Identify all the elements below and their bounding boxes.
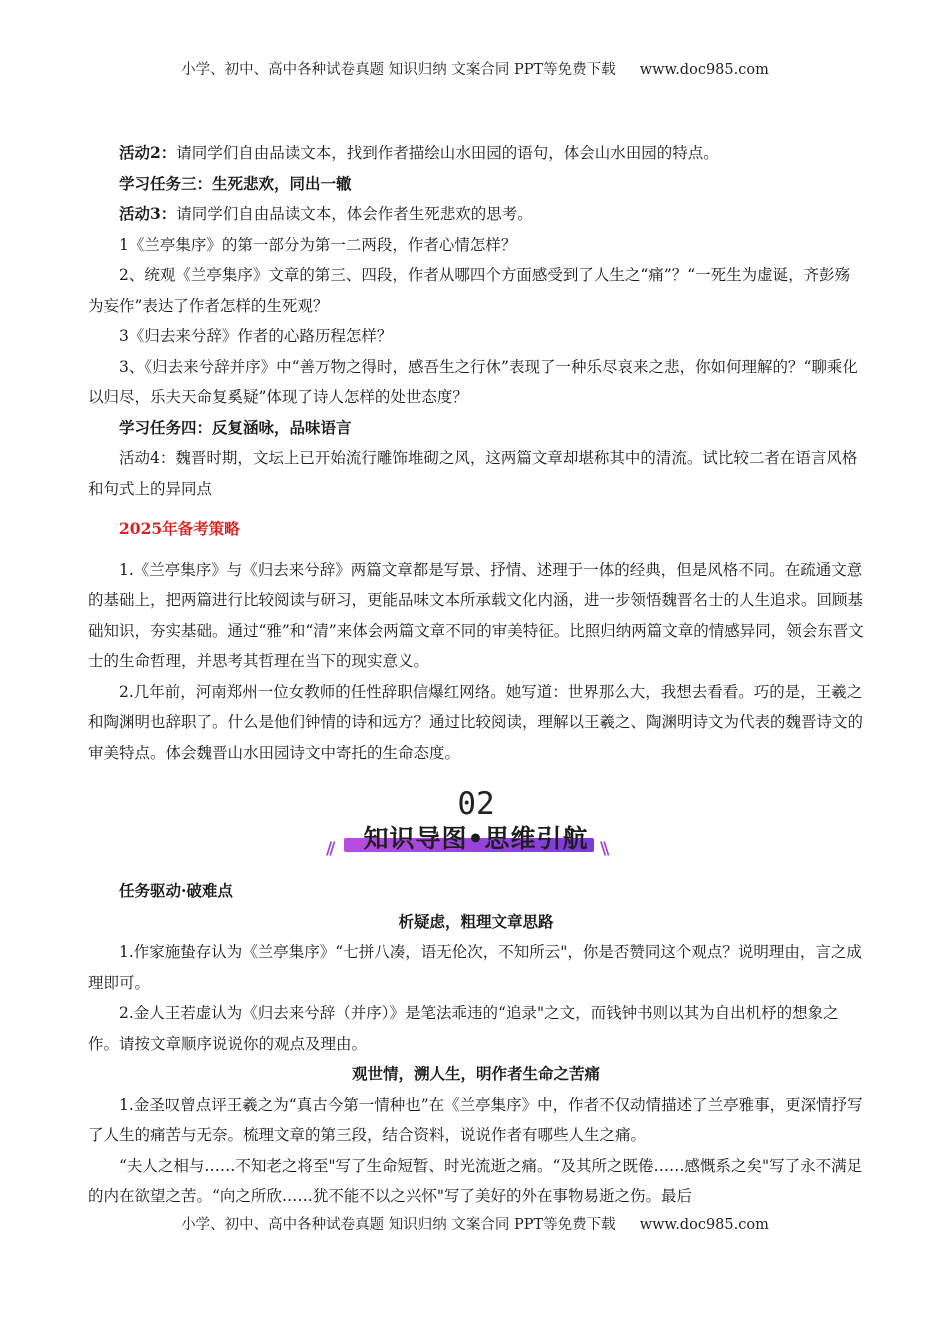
banner-slash-right: \\ <box>600 839 607 859</box>
section-2-item-1: 1.金圣叹曾点评王羲之为“真古今第一情种也”在《兰亭集序》中，作者不仅动情描述了兰亭雅事，更深情抒写了人生的痛苦与无奈。梳理文章的第三段，结合资料，说说作者有哪些人生之痛。 <box>88 1095 863 1144</box>
activity-3 <box>88 199 864 230</box>
footer-url[interactable]: www.doc985.com <box>639 1217 769 1233</box>
page-header <box>0 58 950 79</box>
question-3: 3《归去来兮辞》作者的心路历程怎样？ <box>119 327 393 345</box>
activity-2-text: 请同学们自由品读文本，找到作者描绘山水田园的语句，体会山水田园的特点。 <box>176 144 719 162</box>
activity-3-text: 请同学们自由品读文本，体会作者生死悲欢的思考。 <box>176 205 533 223</box>
banner-number: 02 <box>457 786 495 822</box>
header-url[interactable]: www.doc985.com <box>639 62 769 78</box>
question-1: 1《兰亭集序》的第一部分为第一二两段，作者心情怎样？ <box>119 235 517 254</box>
strategy-paragraph-2: 2.几年前，河南郑州一位女教师的任性辞职信爆红网络。她写道：世界那么大，我想去看看。巧的是，王羲之和陶渊明也辞职了。什么是他们钟情的诗和远方？通过比较阅读，理解以王羲之、陶渊明诗文为代表的魏晋诗文的审美特点。体会魏晋山水田园诗文中寄托的生命态度。 <box>88 682 864 762</box>
banner-slash-left: // <box>326 839 333 859</box>
strategy-paragraph-1: 1.《兰亭集序》与《归去来兮辞》两篇文章都是写景、抒情、述理于一体的经典，但是风格不同。在疏通文意的基础上，把两篇进行比较阅读与研习，更能品味文本所承载文化内涵，进一步领悟魏晋名士的人生追求。回顾基础知识，夯实基础。通过“雅”和“清”来体会两篇文章不同的审美特征。比照归纳两篇文章的情感异同，领会东晋文士的生命哲理，并思考其哲理在当下的现实意义。 <box>88 560 864 670</box>
section-1-item-2: 2.金人王若虚认为《归去来兮辞（并序）》是笔法乖违的“追录"之文，而钱钟书则以其为自出机杼的想象之作。请按文章顺序说说你的观点及理由。 <box>88 1004 839 1053</box>
section-1-item-1: 1.作家施蛰存认为《兰亭集序》“七拼八凑，语无伦次，不知所云"，你是否赞同这个观点？说明理由，言之成理即可。 <box>88 943 862 992</box>
section-2-title: 观世情，溯人生，明作者生命之苦痛 <box>351 1064 600 1083</box>
section-2-item-2: “夫人之相与……不知老之将至"写了生命短暂、时光流逝之痛。“及其所之既倦……感慨系之矣"写了永不满足的内在欲望之苦。“向之所欣……犹不能不以之兴怀"写了美好的外在事物易逝之伤。最后 <box>88 1156 863 1205</box>
banner-title: 知识导图•思维引航 <box>363 824 589 853</box>
document-body <box>88 138 864 1212</box>
strategy-title: 2025年备考策略 <box>119 519 240 538</box>
task-drive-heading: 任务驱动·破难点 <box>119 881 233 900</box>
activity-4: 活动4：魏晋时期，文坛上已开始流行雕饰堆砌之风，这两篇文章却堪称其中的清流。试比较二者在语言风格和句式上的异同点 <box>88 449 858 498</box>
activity-3-label: 活动3： <box>119 204 177 223</box>
section-banner <box>88 786 864 872</box>
question-4: 3、《归去来兮辞并序》中“善万物之得时，感吾生之行休”表现了一种乐尽哀来之悲，你如何理解的？“聊乘化以归尽，乐夫天命复奚疑”体现了诗人怎样的处世态度？ <box>88 357 858 406</box>
activity-2 <box>88 138 864 169</box>
task-4-heading: 学习任务四：反复涵咏，品味语言 <box>119 417 352 437</box>
page-footer <box>0 1213 950 1234</box>
activity-2-label: 活动2： <box>119 143 177 162</box>
question-2: 2、统观《兰亭集序》文章的第三、四段，作者从哪四个方面感受到了人生之“痛”？“一死生为虚诞，齐彭殇为妄作”表达了作者怎样的生死观？ <box>88 266 851 315</box>
task-3-heading: 学习任务三：生死悲欢，同出一辙 <box>119 173 352 193</box>
section-1-title: 析疑虑，粗理文章思路 <box>398 911 554 931</box>
footer-text: 小学、初中、高中各种试卷真题 知识归纳 文案合同 PPT等免费下载 <box>181 1217 616 1233</box>
header-text: 小学、初中、高中各种试卷真题 知识归纳 文案合同 PPT等免费下载 <box>181 62 616 78</box>
